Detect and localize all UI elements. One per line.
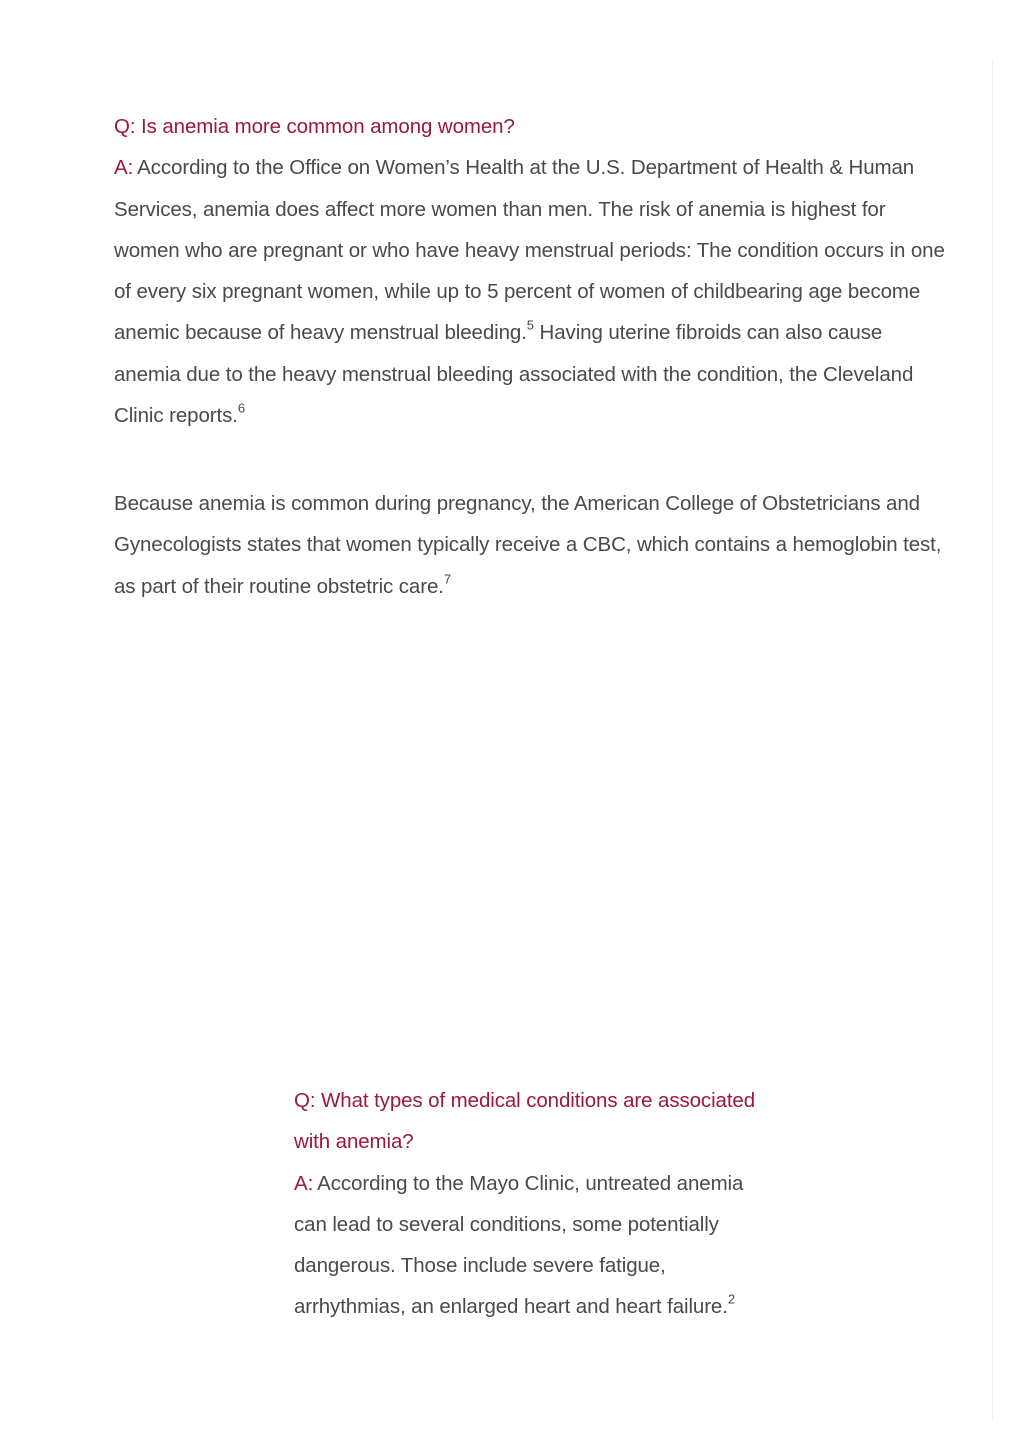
qa-women-anemia xyxy=(114,106,954,436)
question-heading: Q: Is anemia more common among women? xyxy=(114,115,515,138)
body-text: Because anemia is common during pregnancy, the American College of Obstetricians and Gynecologists states that women typically receive a CBC, which contains a hemoglobin test, as part of their routine obstetric care. xyxy=(114,492,942,598)
answer-paragraph xyxy=(294,1163,774,1328)
answer-label: A: xyxy=(114,156,134,180)
answer-text: According to the Mayo Clinic, untreated anemia can lead to several conditions, some potentially dangerous. Those include severe fatigue, arrhythmias, an enlarged heart and heart failure. xyxy=(294,1171,744,1319)
answer-text-part2: Having uterine fibroids can also cause anemia due to the heavy menstrual bleeding associated with the condition, the Cleveland Clinic reports. xyxy=(114,321,914,428)
footnote-ref: 7 xyxy=(443,570,451,586)
pregnancy-paragraph xyxy=(114,483,944,607)
footnote-ref: 5 xyxy=(526,317,534,333)
footnote-ref: 2 xyxy=(727,1291,735,1307)
footnote-ref: 6 xyxy=(237,400,245,416)
answer-text-part1: According to the Office on Women’s Health at the U.S. Department of Health & Human Services, anemia does affect more women than men. The risk of anemia is highest for women who are pregnant or who have heavy menstrual periods: The condition occurs in one of every six pregnant women, while up to 5 percent of women of childbearing age become anemic because of heavy menstrual bleeding. xyxy=(114,156,945,345)
question-heading: Q: What types of medical conditions are associated with anemia? xyxy=(294,1089,756,1154)
page-edge-divider xyxy=(992,60,993,1420)
body-paragraph xyxy=(114,483,944,607)
qa-medical-conditions xyxy=(294,1080,774,1328)
answer-label: A: xyxy=(294,1171,314,1195)
answer-paragraph xyxy=(114,147,954,436)
